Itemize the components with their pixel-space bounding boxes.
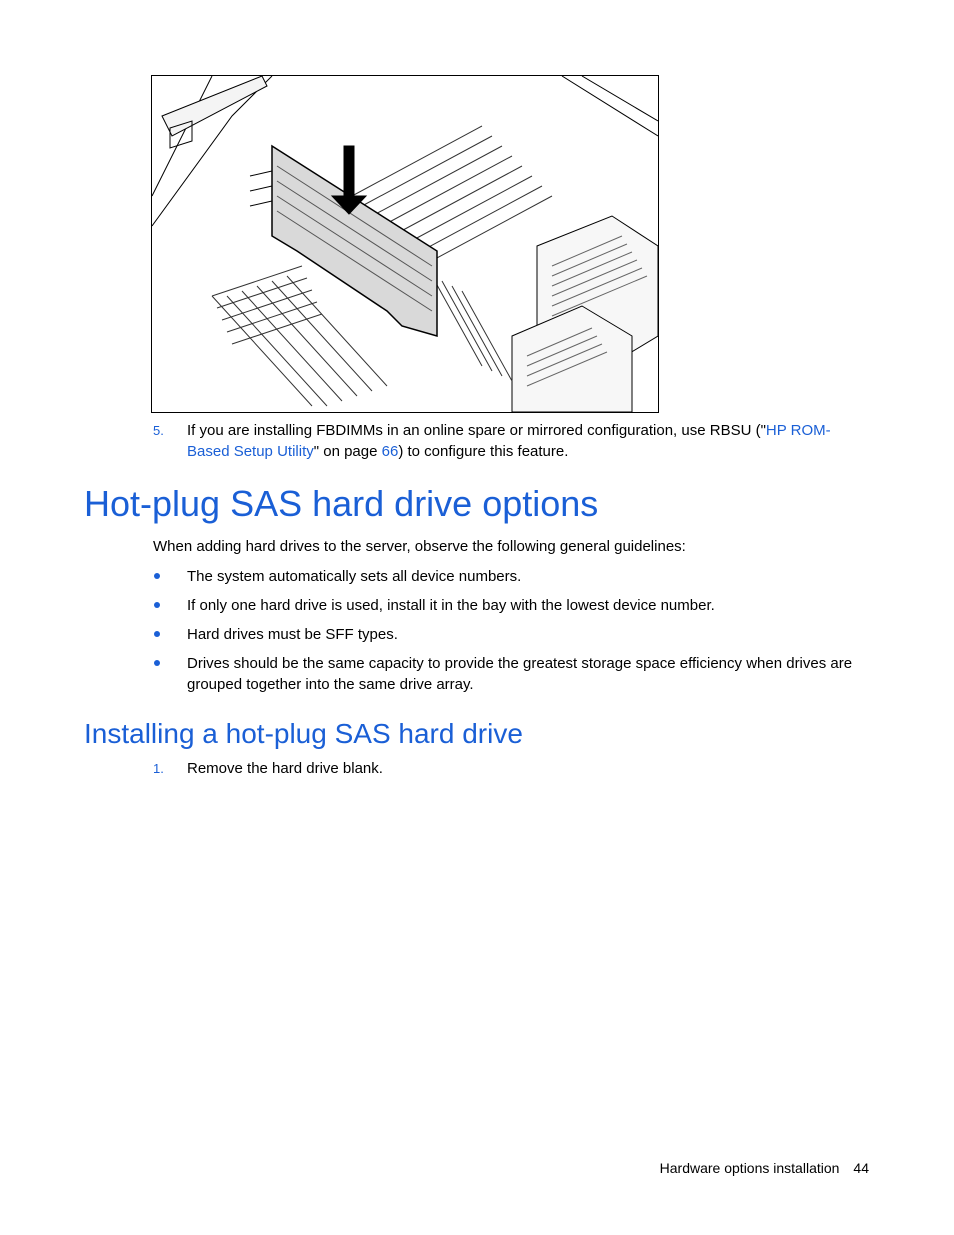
bullet-icon bbox=[154, 573, 160, 579]
memory-installation-figure bbox=[151, 75, 659, 413]
list-item bbox=[153, 595, 873, 616]
list-item bbox=[153, 624, 873, 645]
page-footer bbox=[660, 1158, 869, 1178]
list-item-text: Drives should be the same capacity to provide the greatest storage space efficiency when drives are grouped together into the same drive array. bbox=[187, 655, 853, 693]
step-5-text bbox=[187, 420, 867, 462]
footer-section-name: Hardware options installation bbox=[659, 1160, 840, 1176]
step-1-number: 1. bbox=[153, 761, 164, 776]
section-title: Hot-plug SAS hard drive options bbox=[84, 483, 599, 524]
guidelines-list bbox=[153, 566, 873, 703]
list-item-text: If only one hard drive is used, install it in the bay with the lowest device number. bbox=[187, 597, 715, 614]
list-item-text: Hard drives must be SFF types. bbox=[187, 626, 398, 643]
list-item-text: The system automatically sets all device numbers. bbox=[187, 568, 522, 585]
step-5-text-after: ) to configure this feature. bbox=[398, 443, 569, 460]
step-5-number: 5. bbox=[153, 423, 164, 438]
section-intro: When adding hard drives to the server, observe the following general guidelines: bbox=[153, 538, 686, 555]
step-1-text: Remove the hard drive blank. bbox=[187, 760, 383, 777]
page-66-link[interactable]: 66 bbox=[381, 443, 399, 460]
subsection-title: Installing a hot-plug SAS hard drive bbox=[84, 718, 523, 749]
list-item bbox=[153, 653, 873, 695]
step-5-text-middle: " on page bbox=[313, 443, 382, 460]
rbsu-link[interactable]: HP ROM-Based Setup Utility bbox=[187, 422, 831, 460]
bullet-icon bbox=[154, 660, 160, 666]
list-item bbox=[153, 566, 873, 587]
bullet-icon bbox=[154, 602, 160, 608]
bullet-icon bbox=[154, 631, 160, 637]
page-number: 44 bbox=[853, 1160, 869, 1176]
step-5-text-before: If you are installing FBDIMMs in an online spare or mirrored configuration, use RBSU (" bbox=[187, 422, 766, 439]
memory-module-illustration-icon bbox=[152, 76, 658, 412]
